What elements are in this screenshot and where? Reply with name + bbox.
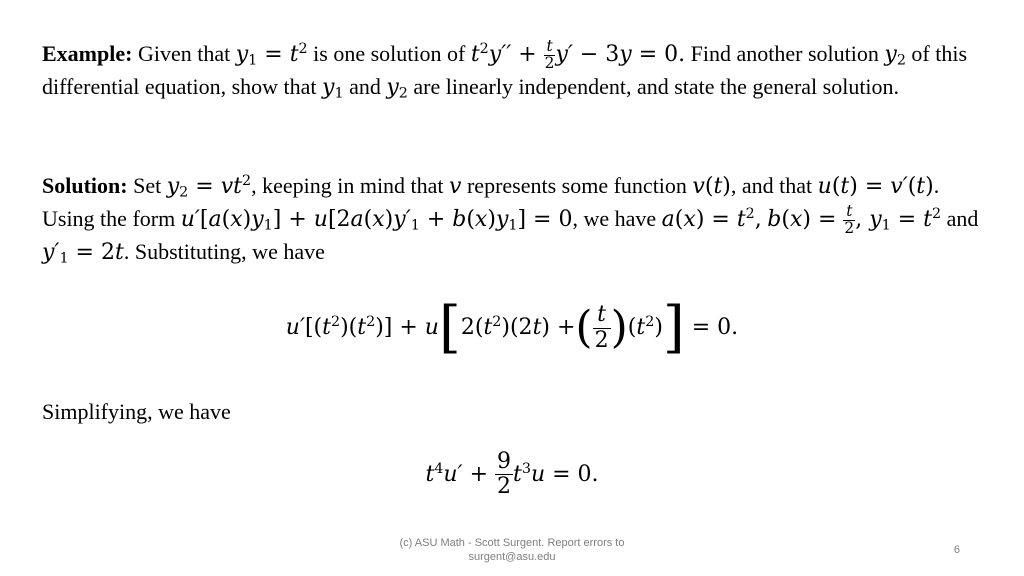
example-text-6: and — [349, 74, 381, 99]
solution-text-1: Set — [133, 173, 162, 198]
example-text-4: solution — [807, 41, 879, 66]
example-label: Example: — [42, 41, 133, 66]
math-v: v — [449, 174, 462, 199]
solution-text-4: , and that — [730, 173, 813, 198]
simplifying-paragraph — [42, 396, 982, 428]
example-text-7: are linearly independent, and state the general solution. — [413, 74, 900, 99]
solution-text-2: , keeping in mind that — [251, 173, 444, 198]
example-paragraph — [42, 38, 982, 104]
solution-text-8: . Substituting, we have — [123, 239, 325, 264]
math-y1: $y_1$ — [322, 75, 344, 102]
solution-paragraph — [42, 170, 982, 269]
simplify-text: Simplifying, we have — [42, 399, 231, 424]
math-ode: $t^2y''$ + $\frac{t}{2}$ y′ − 3y = 0. — [470, 37, 686, 72]
math-form: $u'[a(x)y_1] + u[2a(x)y'_1 + b(x)y_1] = 0$ — [180, 207, 573, 234]
simplified-equation: $t^4u'$ + $\frac{9}{2}$ $t^3u = 0$. — [425, 449, 599, 500]
example-text-3: Find another — [690, 41, 803, 66]
solution-text-3: represents some function — [466, 173, 687, 198]
math-ax-eq-t2: $a(x) = t^2$, — [661, 206, 762, 232]
substituted-equation: $u'[(t^2)(t^2)] + u[2(t^2)(2t)$ +( $\frac{t}{2}$ )$(t^2)] = 0$. — [285, 295, 739, 360]
page-number: 6 — [953, 544, 960, 556]
math-u-eq-vprime: u(t) = v′(t) — [817, 174, 934, 199]
math-v-of-t: v(t) — [692, 174, 731, 199]
solution-text-7: and — [946, 206, 979, 231]
math-bx-eq-t-over-2: b(x) = $\frac{t}{2}$ , $y_1 = t^2$ — [767, 202, 942, 237]
example-text-1: Given that — [137, 41, 231, 66]
math-y2-eq-vt2: $y_2 = vt^2$ — [166, 173, 252, 201]
footer-credit: (c) ASU Math - Scott Surgent. Report errors to surgent@asu.edu — [399, 537, 625, 563]
solution-label: Solution: — [42, 173, 128, 198]
solution-text-5: . Using the form — [42, 173, 940, 231]
math-y1prime-eq-2t: $y'_1 = 2t$ — [42, 240, 124, 267]
example-text-5: of this differential equation, show that — [42, 41, 968, 99]
math-y1-eq-t2: $y_1 = t^2$ — [235, 41, 308, 69]
solution-text-6: , we have — [572, 206, 657, 231]
math-y2-b: $y_2$ — [386, 75, 408, 102]
example-text-2: is one solution of — [313, 41, 466, 66]
math-y2: $y_2$ — [884, 42, 906, 69]
